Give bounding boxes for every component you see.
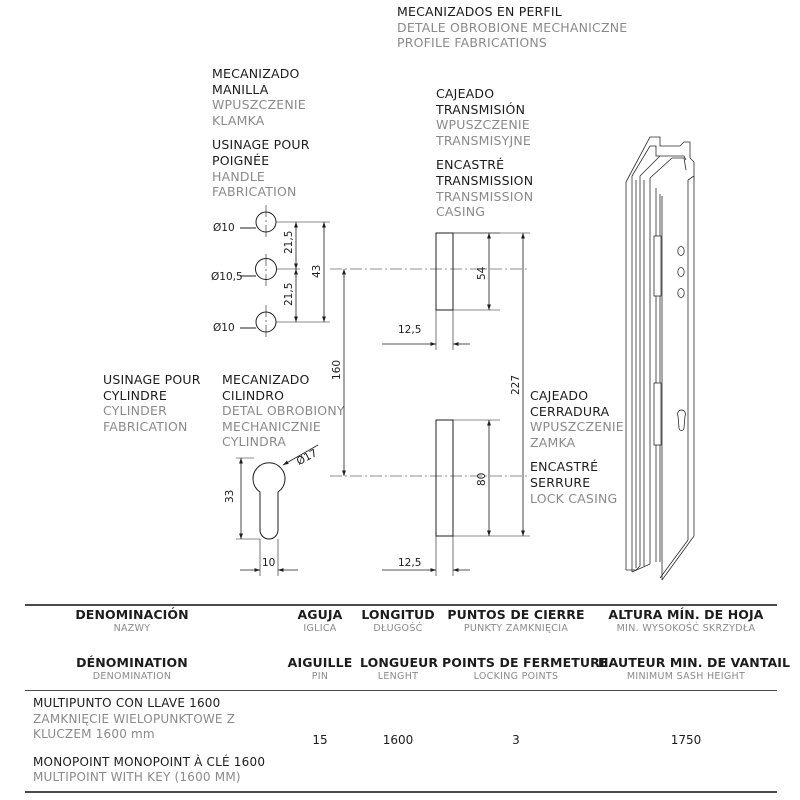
label-line: TRANSMISSION — [436, 172, 534, 188]
row-description — [33, 696, 265, 786]
header-length — [360, 607, 439, 683]
dim-hole-middle: Ø10,5 — [211, 271, 243, 283]
label-line: ENCASTRÉ — [530, 459, 599, 475]
label-line: CAJEADO — [530, 388, 589, 403]
header-text: LONGUEUR — [360, 655, 439, 670]
header-locking-points — [442, 607, 609, 683]
header-subtext: LOCKING POINTS — [473, 671, 559, 682]
label-line: DETAL OBROBIONY — [222, 403, 345, 419]
header-subtext: PIN — [311, 671, 329, 682]
heading-es: MECANIZADOS EN PERFIL — [397, 4, 562, 19]
label-line: HANDLE — [212, 168, 265, 184]
label-line: FABRICATION — [212, 184, 297, 200]
header-pin — [284, 607, 356, 683]
table-top-rule — [25, 604, 777, 606]
row-name-fr: MONOPOINT MONOPOINT À CLÉ 1600 — [33, 754, 266, 769]
label-line: USINAGE POUR — [212, 137, 310, 153]
dim-handle-total: 43 — [311, 264, 323, 278]
header-text: ALTURA MÍN. DE HOJA — [608, 607, 764, 622]
profile-3d-view — [626, 137, 694, 580]
label-line: LOCK CASING — [530, 490, 618, 506]
dim-overall: 227 — [510, 374, 522, 395]
label-line: CERRADURA — [530, 403, 610, 419]
header-subtext: LENGHT — [377, 671, 419, 682]
dim-transmission-height: 54 — [476, 266, 488, 280]
row-name-pl-1: ZAMKNIĘCIE WIELOPUNKTOWE Z — [33, 711, 236, 726]
label-line: WPUSZCZENIE — [212, 97, 306, 113]
dim-spacing-2: 21,5 — [283, 282, 295, 306]
center-lines — [266, 205, 530, 476]
label-line: CASING — [436, 204, 486, 220]
dim-hole-bottom: Ø10 — [213, 322, 235, 334]
label-line: CYLINDRE — [103, 387, 167, 403]
header-subtext: PUNKTY ZAMKNIĘCIA — [463, 623, 569, 634]
row-name-en: MULTIPOINT WITH KEY (1600 MM) — [33, 770, 241, 784]
label-line: CAJEADO — [436, 86, 495, 101]
label-line: USINAGE POUR — [103, 372, 201, 387]
header-min-sash-height — [598, 607, 791, 683]
label-line: POIGNÉE — [212, 152, 270, 168]
header-subtext: NAZWY — [113, 623, 151, 634]
row-name-es: MULTIPUNTO CON LLAVE 1600 — [33, 696, 221, 710]
dim-transmission-offset: 12,5 — [398, 324, 422, 336]
header-subtext: DENOMINATION — [92, 671, 172, 682]
heading-pl: DETALE OBROBIONE MECHANICZNE — [397, 19, 628, 35]
header-text: PUNTOS DE CIERRE — [447, 607, 585, 622]
header-denomination — [70, 607, 194, 683]
label-line: KLAMKA — [212, 112, 265, 128]
header-text: DÉNOMINATION — [76, 655, 188, 670]
label-line: ENCASTRÉ — [436, 157, 505, 173]
header-text: HAUTEUR MIN. DE VANTAIL — [598, 655, 791, 670]
label-line: ZAMKA — [530, 434, 576, 450]
header-subtext: DŁUGOŚĆ — [373, 623, 423, 634]
dim-lock-offset: 12,5 — [398, 557, 422, 569]
label-line: MECHANICZNIE — [222, 418, 322, 434]
header-subtext: IGLICA — [303, 623, 337, 634]
label-line: FABRICATION — [103, 418, 188, 434]
header-text: AIGUILLE — [287, 655, 353, 670]
dim-cylinder-diameter: Ø17 — [294, 447, 320, 468]
row-locking-points: 3 — [512, 733, 520, 747]
dim-cylinder-width: 10 — [262, 557, 276, 569]
header-text: DENOMINACIÓN — [75, 607, 189, 622]
label-line: MECANIZADO — [212, 66, 300, 81]
header-text: AGUJA — [297, 607, 343, 622]
label-line: TRANSMISSION — [436, 188, 534, 204]
label-line: CILINDRO — [222, 387, 285, 403]
dim-spacing-1: 21,5 — [283, 230, 295, 254]
transmission-casing-slot — [436, 233, 453, 310]
table-header-rule — [25, 690, 777, 691]
dim-lock-height: 80 — [476, 472, 488, 486]
cylinder-cutout — [253, 463, 285, 539]
row-pin: 15 — [312, 733, 328, 747]
dim-cylinder-height: 33 — [224, 489, 236, 503]
row-length: 1600 — [382, 733, 414, 747]
label-line: CYLINDER — [103, 403, 167, 419]
label-line: WPUSZCZENIE — [436, 117, 530, 133]
label-line: SERRURE — [530, 474, 591, 490]
header-subtext: MIN. WYSOKOŚĆ SKRZYDŁA — [616, 623, 756, 634]
header-text: POINTS DE FERMETURE — [442, 655, 609, 670]
heading-en: PROFILE FABRICATIONS — [397, 35, 548, 51]
label-line: MECANIZADO — [222, 372, 310, 387]
header-subtext: MINIMUM SASH HEIGHT — [626, 671, 746, 682]
table-bottom-rule — [25, 791, 777, 793]
label-line: CYLINDRA — [222, 434, 287, 450]
label-line: MANILLA — [212, 81, 269, 97]
row-name-pl-2: KLUCZEM 1600 mm — [33, 727, 155, 741]
dim-hole-top: Ø10 — [213, 222, 235, 234]
label-line: TRANSMISIÓN — [436, 101, 526, 117]
lock-casing-slot — [436, 420, 453, 536]
dim-handle-to-cylinder: 160 — [331, 359, 343, 380]
row-min-sash-height: 1750 — [670, 733, 702, 747]
header-text: LONGITUD — [361, 607, 435, 622]
label-line: TRANSMISYJNE — [436, 132, 532, 148]
label-line: WPUSZCZENIE — [530, 419, 624, 435]
